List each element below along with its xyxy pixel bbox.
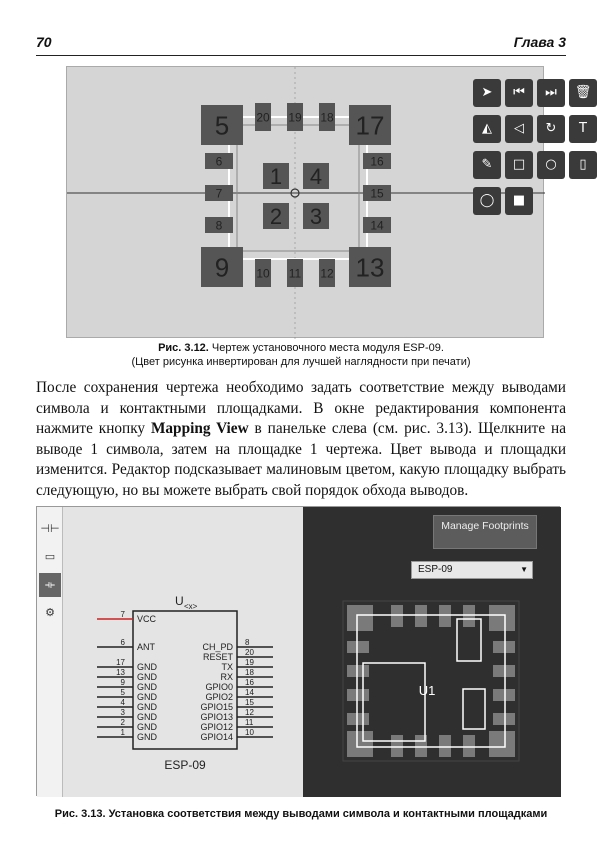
right-pin-name-10: GPIO14 [200, 732, 233, 742]
module-inner-outline [237, 125, 359, 251]
big-pad-9-label: 9 [214, 252, 230, 283]
caption-text: Установка соответствия между выводами символа и контактными площадками [108, 808, 548, 820]
footprint-panel [303, 507, 561, 797]
mapping-view-icon[interactable]: ⟛ [39, 573, 61, 597]
figure-3-12-note: (Цвет рисунка инвертирован для лучшей наглядности при печати) [131, 356, 471, 368]
symbol-ref-sub: <x> [184, 602, 198, 611]
left-pin-name-1: GND [137, 732, 157, 742]
footprint-select[interactable] [411, 561, 533, 579]
big-pad-5-label: 5 [214, 110, 230, 141]
figure-3-12 [66, 66, 592, 338]
big-pad-17-label: 17 [355, 110, 385, 141]
fp-pad-top-0 [391, 605, 403, 627]
flip-v-icon[interactable]: ◁ [505, 115, 533, 143]
fp-pad-left-2 [347, 689, 369, 701]
fp-pad-top-3 [463, 605, 475, 627]
right-pin-name-20: RESET [202, 652, 233, 662]
left-pin-name-3: GND [137, 712, 157, 722]
left-pin-name-6: ANT [137, 642, 155, 652]
bottom-pad-10-label: 10 [256, 266, 270, 281]
figure-3-13 [36, 506, 560, 796]
skip-end-icon[interactable]: ⏭ [537, 79, 565, 107]
fp-pad-bottom-0 [391, 735, 403, 757]
pencil-icon[interactable]: ✎ [473, 151, 501, 179]
footprint-select-value: ESP-09 [418, 564, 453, 575]
center-pad-1-label: 1 [269, 163, 283, 189]
center-pad-4-label: 4 [309, 163, 323, 189]
fp-pad-top-1 [415, 605, 427, 627]
caption-label: Рис. 3.13. [54, 808, 106, 820]
pill-icon[interactable]: ▯ [569, 151, 597, 179]
circle-icon[interactable]: ○ [537, 151, 565, 179]
bottom-pad-12-label: 12 [320, 266, 334, 281]
right-pin-name-8: CH_PD [202, 642, 233, 652]
fp-pad-right-3 [493, 713, 515, 725]
fp-pad-left-0 [347, 641, 369, 653]
right-pin-name-11: GPIO12 [200, 722, 233, 732]
left-pin-num-4: 4 [120, 698, 125, 707]
fp-pad-top-2 [439, 605, 451, 627]
left-pin-num-9: 9 [120, 678, 125, 687]
fp-pad-9 [347, 731, 373, 757]
figure-3-13-caption [36, 808, 566, 820]
fp-selection-right [463, 689, 485, 729]
left-pin-num-13: 13 [116, 668, 125, 677]
fp-pad-left-3 [347, 713, 369, 725]
symbol-panel [37, 507, 303, 797]
right-pad-15-label: 15 [370, 186, 384, 201]
right-pin-num-10: 10 [245, 728, 254, 737]
left-pin-name-17: GND [137, 662, 157, 672]
running-header [36, 34, 566, 56]
right-pin-name-14: GPIO2 [205, 692, 233, 702]
fp-pad-17 [489, 605, 515, 631]
right-pin-name-19: TX [221, 662, 233, 672]
right-pin-name-15: GPIO15 [200, 702, 233, 712]
center-pad-2-label: 2 [269, 203, 283, 229]
right-pin-name-16: GPIO0 [205, 682, 233, 692]
left-pin-num-17: 17 [116, 658, 125, 667]
left-pin-name-9: GND [137, 682, 157, 692]
top-pad-20-label: 20 [256, 110, 270, 125]
schematic-symbol [37, 507, 303, 797]
fp-pad-left-1 [347, 665, 369, 677]
center-pad-3-label: 3 [309, 203, 323, 229]
fp-pad-13 [489, 731, 515, 757]
right-pin-num-8: 8 [245, 638, 250, 647]
caption-label: Рис. 3.12. [158, 342, 209, 354]
pin-view-icon[interactable]: ⊣⊢ [40, 522, 60, 535]
fp-chip-outline [363, 663, 425, 741]
left-pin-num-7: 7 [120, 610, 125, 619]
left-pad-6-label: 6 [215, 154, 223, 169]
right-pin-num-19: 19 [245, 658, 254, 667]
left-pin-num-5: 5 [120, 688, 125, 697]
left-pin-name-13: GND [137, 672, 157, 682]
right-pin-num-20: 20 [245, 648, 254, 657]
flip-h-icon[interactable]: ◭ [473, 115, 501, 143]
symbol-view-icon[interactable]: ▭ [44, 550, 56, 563]
left-pin-num-6: 6 [120, 638, 125, 647]
right-pin-num-14: 14 [245, 688, 254, 697]
right-pin-num-18: 18 [245, 668, 254, 677]
fp-pad-bottom-2 [439, 735, 451, 757]
page-number: 70 [36, 34, 52, 50]
left-pin-name-7: VCC [137, 614, 157, 624]
fp-pad-right-0 [493, 641, 515, 653]
ring-icon[interactable]: ◯ [473, 187, 501, 215]
right-pin-num-15: 15 [245, 698, 254, 707]
symbol-name: ESP-09 [164, 758, 206, 772]
drawing-toolbar [473, 79, 603, 265]
body-paragraph [36, 378, 566, 501]
fp-outline [357, 615, 505, 747]
cursor-icon[interactable]: ➤ [473, 79, 501, 107]
rotate-icon[interactable]: ↻ [537, 115, 565, 143]
footprint-view [303, 507, 561, 797]
left-pin-num-3: 3 [120, 708, 125, 717]
symbol-ref: U [175, 594, 184, 608]
left-pin-name-2: GND [137, 722, 157, 732]
caption-text: Чертеж установочного места модуля ESP-09. [211, 342, 444, 354]
manage-footprints-button[interactable]: Manage Footprints [433, 515, 537, 549]
left-pin-name-5: GND [137, 692, 157, 702]
rect-icon[interactable]: □ [505, 151, 533, 179]
module-outline [229, 117, 367, 259]
bottom-pad-11-label: 11 [288, 266, 302, 281]
trash-icon[interactable]: 🗑 [569, 79, 597, 107]
right-pin-num-16: 16 [245, 678, 254, 687]
left-pad-8-label: 8 [215, 218, 223, 233]
mapping-view-term: Mapping View [150, 420, 249, 437]
top-pad-19-label: 19 [288, 110, 302, 125]
fp-pad-right-2 [493, 689, 515, 701]
text-icon[interactable]: T [569, 115, 597, 143]
fp-pad-5 [347, 605, 373, 631]
right-pad-16-label: 16 [370, 154, 384, 169]
para-text-2: в панельке слева (см. рис. 3.13). Щелкните на выводе 1 символа, затем на площадке 1 чертежа. Цвет вывода и площадки изменится. Редактор подсказывает малиновым цветом, какую площадку выбрать следующую, но вы можете выбрать свой порядок обхода выводов. [36, 420, 566, 499]
chevron-down-icon: ▼ [520, 565, 528, 574]
square-fill-icon[interactable]: ■ [505, 187, 533, 215]
right-pin-num-11: 11 [245, 718, 254, 727]
right-pin-name-12: GPIO13 [200, 712, 233, 722]
left-pin-num-1: 1 [120, 728, 125, 737]
para-text-1: После сохранения чертежа необходимо задать соответствие между выводами символа и контактными площадками. В окне редактирования компонента нажмите кнопку [36, 379, 566, 437]
pads-group [201, 103, 391, 287]
view-sidebar [37, 507, 63, 797]
right-pad-14-label: 14 [370, 218, 384, 233]
left-pad-7-label: 7 [215, 186, 223, 201]
fp-pad-right-1 [493, 665, 515, 677]
right-pin-num-12: 12 [245, 708, 254, 717]
top-pad-18-label: 18 [320, 110, 334, 125]
skip-start-icon[interactable]: ⏮ [505, 79, 533, 107]
left-pin-num-2: 2 [120, 718, 125, 727]
figure-3-12-caption [36, 342, 566, 354]
settings-icon[interactable]: ⚙ [45, 606, 55, 619]
big-pad-13-label: 13 [355, 252, 385, 283]
right-pin-name-18: RX [220, 672, 233, 682]
chapter-title: Глава 3 [513, 34, 566, 50]
fp-pad-bottom-3 [463, 735, 475, 757]
left-pin-name-4: GND [137, 702, 157, 712]
fp-ref-label: U1 [418, 683, 436, 698]
